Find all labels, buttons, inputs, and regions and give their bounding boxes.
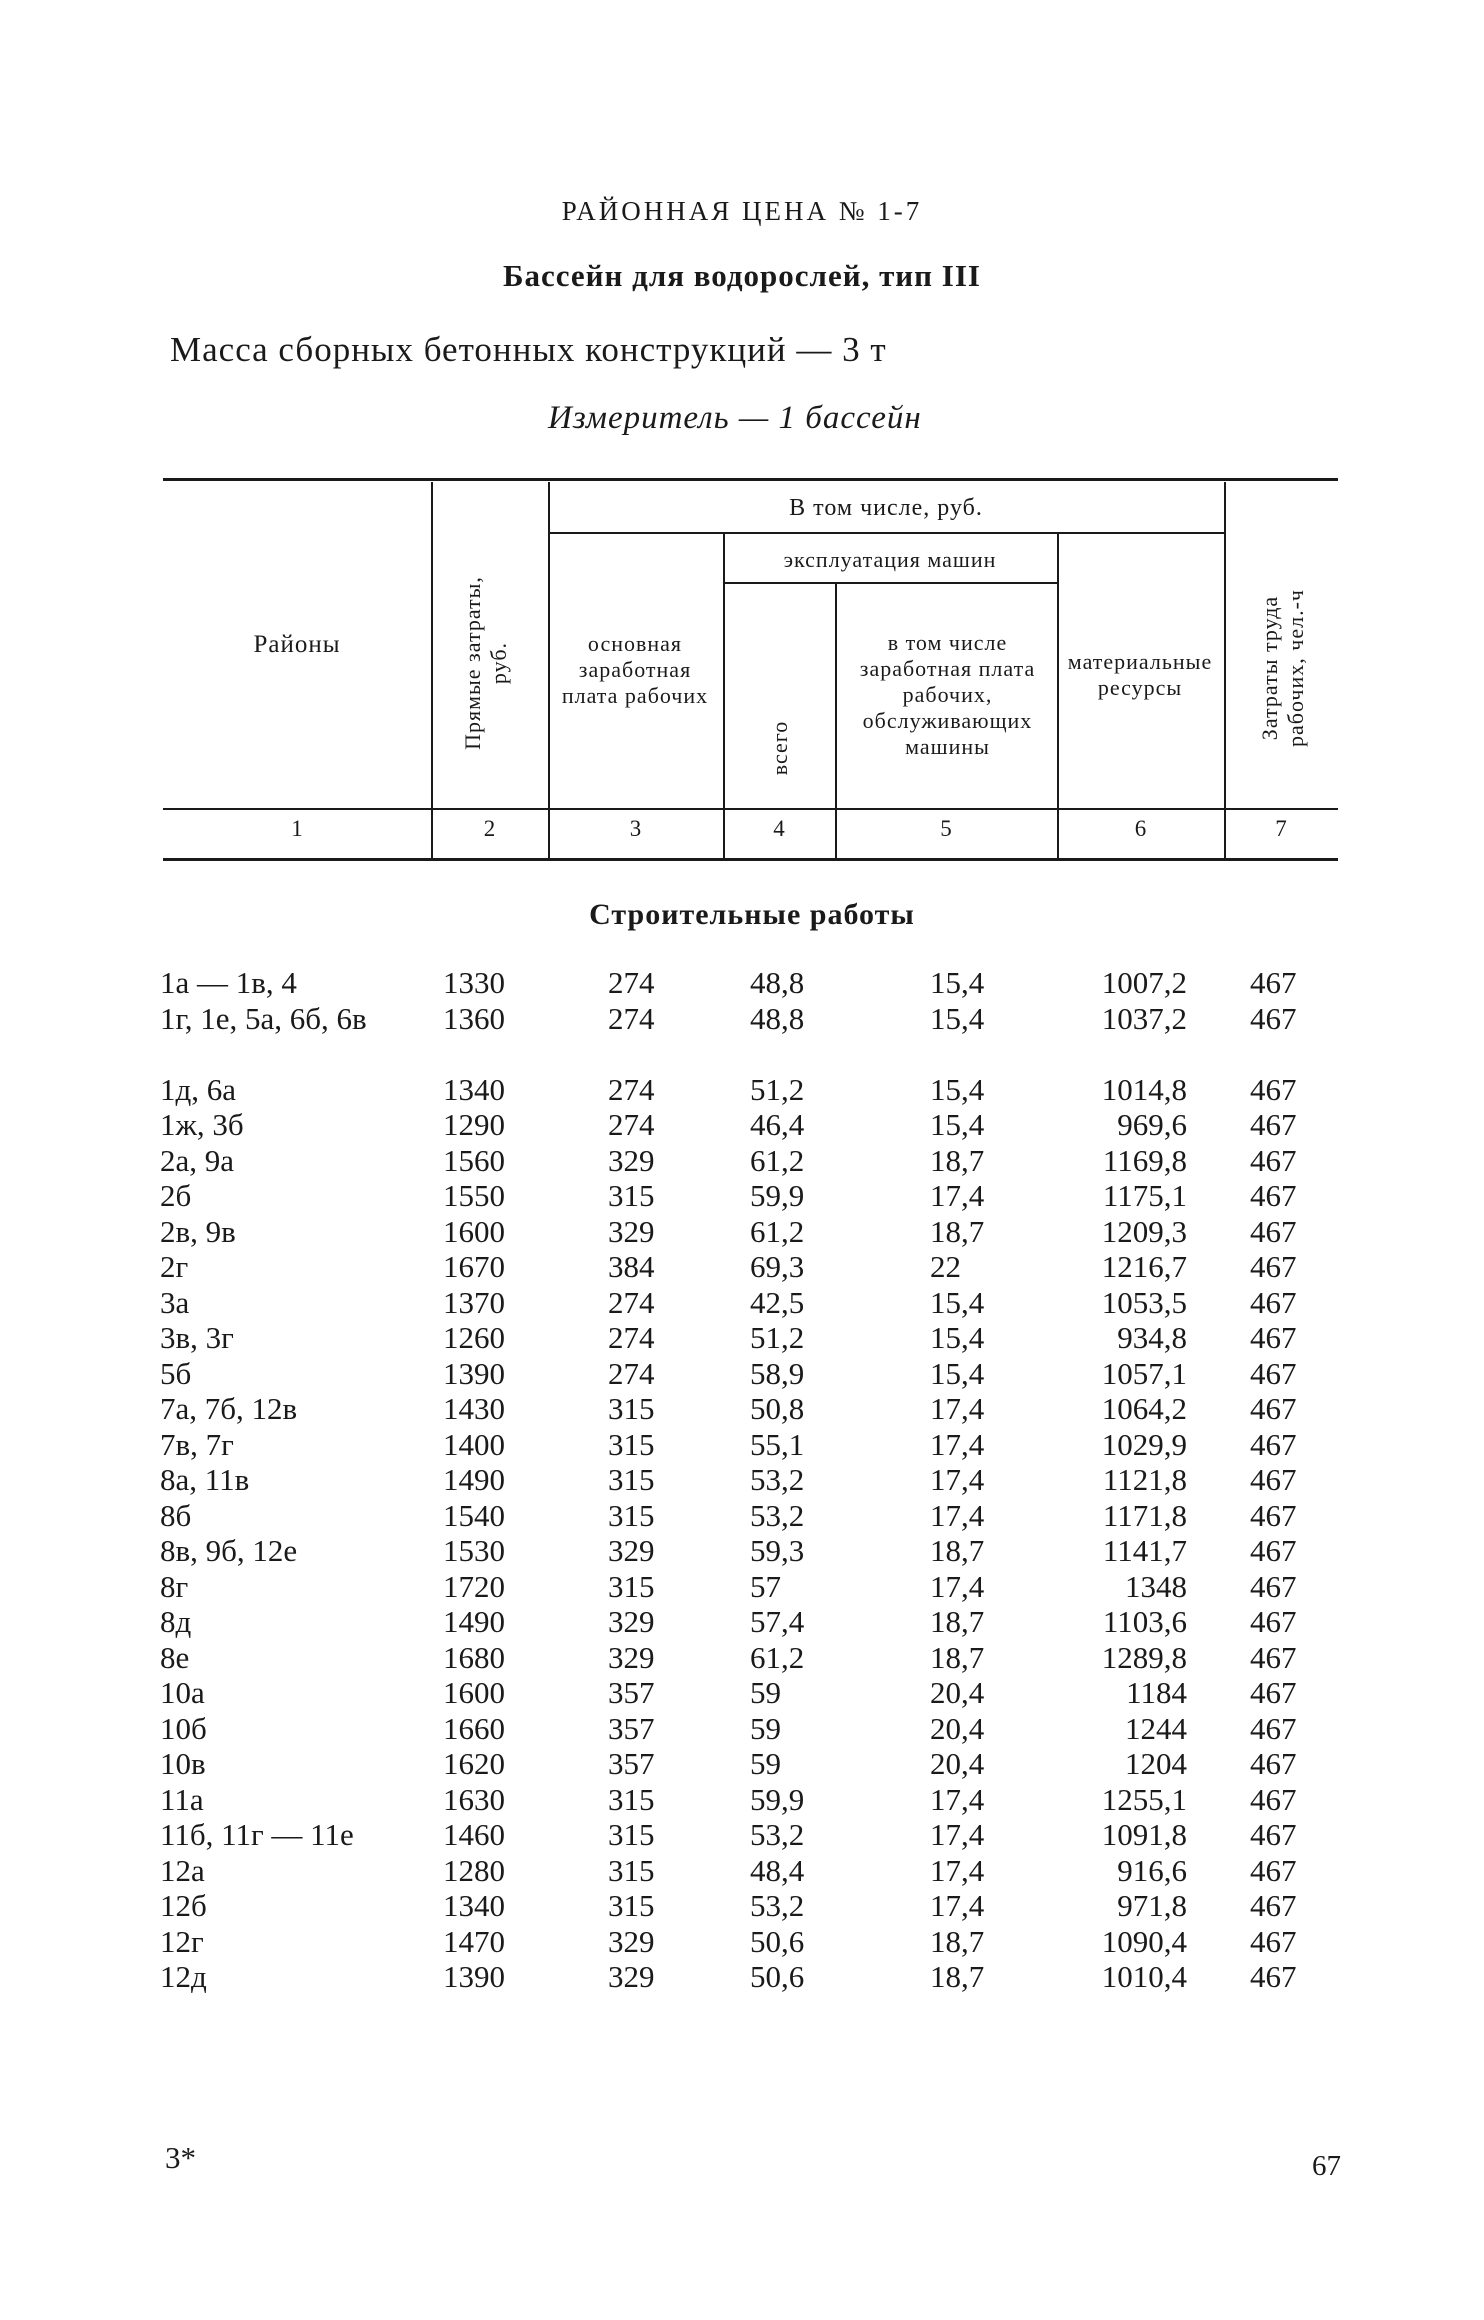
table-row	[0, 1214, 1484, 1250]
machines-total-cell: 57	[750, 1568, 781, 1604]
table-row	[0, 1072, 1484, 1108]
materials-cell: 1204	[1125, 1746, 1187, 1781]
direct-cost-cell: 1660	[443, 1710, 505, 1746]
machines-wages-cell: 18,7	[930, 1639, 985, 1675]
direct-cost-cell: 1370	[443, 1284, 505, 1320]
table-top-rule	[163, 478, 1338, 481]
direct-cost-cell: 1330	[443, 965, 505, 1000]
labor-cell: 467	[1250, 965, 1297, 1000]
header-labor: Затраты труда рабочих, чел.-ч	[1257, 589, 1308, 747]
machines-wages-cell: 18,7	[930, 1533, 985, 1568]
labor-cell: 467	[1250, 1533, 1297, 1568]
direct-cost-cell: 1470	[443, 1923, 505, 1959]
wages-cell: 315	[608, 1781, 655, 1817]
materials-cell: 916,6	[1117, 1852, 1187, 1888]
region-cell: 2б	[160, 1178, 192, 1213]
machines-wages-cell: 15,4	[930, 1107, 985, 1142]
direct-cost-cell: 1390	[443, 1959, 505, 1994]
region-cell: 1д, 6а	[160, 1071, 237, 1107]
machines-wages-cell: 15,4	[930, 1320, 985, 1355]
machines-total-cell: 59	[750, 1746, 781, 1781]
materials-cell: 1091,8	[1101, 1817, 1187, 1852]
region-cell: 11б, 11г — 11е	[160, 1817, 354, 1852]
wages-cell: 315	[608, 1497, 655, 1533]
region-cell: 8б	[160, 1497, 192, 1533]
materials-cell: 1184	[1126, 1675, 1187, 1710]
materials-cell: 1289,8	[1101, 1639, 1187, 1675]
direct-cost-cell: 1720	[443, 1568, 505, 1604]
materials-cell: 1007,2	[1101, 965, 1187, 1000]
labor-cell: 467	[1250, 1710, 1297, 1746]
machines-wages-cell: 17,4	[930, 1462, 985, 1497]
materials-cell: 1169,8	[1102, 1142, 1187, 1178]
direct-cost-cell: 1560	[443, 1142, 505, 1178]
table-row	[0, 1178, 1484, 1214]
signature-mark: 3*	[165, 2140, 196, 2175]
page-subtitle: Бассейн для водорослей, тип III	[503, 258, 981, 293]
table-row	[0, 1640, 1484, 1676]
materials-cell: 1090,4	[1101, 1923, 1187, 1959]
machines-total-cell: 61,2	[750, 1142, 805, 1178]
machines-wages-cell: 15,4	[930, 1000, 985, 1036]
labor-cell: 467	[1250, 1071, 1297, 1107]
materials-cell: 1010,4	[1101, 1959, 1187, 1994]
machines-wages-cell: 18,7	[930, 1213, 985, 1249]
labor-cell: 467	[1250, 1639, 1297, 1675]
header-machines-wages: в том числе заработная плата рабочих, обслуживающих машины	[859, 630, 1036, 759]
table-row	[0, 1569, 1484, 1605]
direct-cost-cell: 1280	[443, 1852, 505, 1888]
column-number: 6	[1134, 816, 1147, 841]
machines-wages-cell: 20,4	[930, 1675, 985, 1710]
labor-cell: 467	[1250, 1107, 1297, 1142]
col-divider	[1224, 482, 1226, 860]
wages-cell: 274	[608, 1284, 655, 1320]
wages-cell: 315	[608, 1568, 655, 1604]
direct-cost-cell: 1340	[443, 1071, 505, 1107]
region-cell: 3в, 3г	[160, 1320, 234, 1355]
labor-cell: 467	[1250, 1000, 1297, 1036]
table-row	[0, 1533, 1484, 1569]
table-row	[0, 1817, 1484, 1853]
machines-total-cell: 53,2	[750, 1497, 805, 1533]
wages-cell: 315	[608, 1817, 655, 1852]
direct-cost-cell: 1600	[443, 1213, 505, 1249]
table-row	[0, 1320, 1484, 1356]
machines-total-cell: 48,8	[750, 965, 805, 1000]
table-row	[0, 1107, 1484, 1143]
wages-cell: 315	[608, 1462, 655, 1497]
wages-cell: 357	[608, 1675, 655, 1710]
materials-cell: 1064,2	[1101, 1391, 1187, 1426]
machines-total-cell: 69,3	[750, 1249, 805, 1284]
machines-wages-cell: 17,4	[930, 1888, 985, 1923]
machines-total-cell: 50,6	[750, 1959, 805, 1994]
direct-cost-cell: 1290	[443, 1107, 505, 1142]
column-number: 3	[629, 816, 642, 841]
materials-cell: 1255,1	[1101, 1781, 1187, 1817]
machines-total-cell: 50,8	[750, 1391, 805, 1426]
section-heading: Строительные работы	[589, 898, 915, 931]
measure-line: Измеритель — 1 бассейн	[548, 400, 922, 436]
machines-wages-cell: 17,4	[930, 1178, 985, 1213]
direct-cost-cell: 1400	[443, 1426, 505, 1462]
region-cell: 8е	[160, 1639, 190, 1675]
machines-wages-cell: 15,4	[930, 1071, 985, 1107]
machines-wages-cell: 17,4	[930, 1568, 985, 1604]
machines-total-cell: 59,9	[750, 1781, 805, 1817]
materials-cell: 1216,7	[1101, 1249, 1187, 1284]
machines-total-cell: 50,6	[750, 1923, 805, 1959]
labor-cell: 467	[1250, 1746, 1297, 1781]
wages-cell: 274	[608, 1355, 655, 1391]
labor-cell: 467	[1250, 1568, 1297, 1604]
region-cell: 7а, 7б, 12в	[160, 1391, 298, 1426]
machines-total-cell: 59	[750, 1675, 781, 1710]
materials-cell: 1141,7	[1102, 1533, 1187, 1568]
labor-cell: 467	[1250, 1213, 1297, 1249]
region-cell: 12г	[160, 1923, 204, 1959]
direct-cost-cell: 1630	[443, 1781, 505, 1817]
wages-cell: 329	[608, 1639, 655, 1675]
machines-wages-cell: 18,7	[930, 1959, 985, 1994]
machines-wages-cell: 15,4	[930, 1355, 985, 1391]
wages-cell: 357	[608, 1710, 655, 1746]
region-cell: 2а, 9а	[160, 1142, 235, 1178]
table-body	[0, 965, 1484, 1995]
machines-total-cell: 59,3	[750, 1533, 805, 1568]
table-row	[0, 1711, 1484, 1747]
wages-cell: 274	[608, 965, 655, 1000]
labor-cell: 467	[1250, 1817, 1297, 1852]
table-row	[0, 1888, 1484, 1924]
materials-cell: 934,8	[1117, 1320, 1187, 1355]
header-regions: Районы	[253, 631, 341, 658]
materials-cell: 1121,8	[1102, 1462, 1187, 1497]
direct-cost-cell: 1540	[443, 1497, 505, 1533]
region-cell: 10в	[160, 1746, 206, 1781]
labor-cell: 467	[1250, 1959, 1297, 1994]
machines-wages-cell: 17,4	[930, 1426, 985, 1462]
machines-wages-cell: 17,4	[930, 1391, 985, 1426]
wages-cell: 329	[608, 1604, 655, 1639]
region-cell: 3а	[160, 1284, 190, 1320]
machines-wages-cell: 18,7	[930, 1604, 985, 1639]
wages-cell: 329	[608, 1533, 655, 1568]
table-row	[0, 1782, 1484, 1818]
table-row	[0, 1959, 1484, 1995]
materials-cell: 1209,3	[1101, 1213, 1187, 1249]
column-number: 4	[773, 816, 785, 841]
machines-wages-cell: 17,4	[930, 1852, 985, 1888]
labor-cell: 467	[1250, 1462, 1297, 1497]
machines-wages-cell: 22	[930, 1249, 961, 1284]
materials-cell: 1171,8	[1102, 1497, 1187, 1533]
labor-cell: 467	[1250, 1355, 1297, 1391]
mass-line: Масса сборных бетонных конструкций — 3 т	[170, 330, 887, 369]
machines-total-cell: 42,5	[750, 1284, 805, 1320]
wages-cell: 315	[608, 1178, 655, 1213]
materials-cell: 1103,6	[1102, 1604, 1187, 1639]
wages-cell: 315	[608, 1888, 655, 1923]
machines-total-cell: 57,4	[750, 1604, 805, 1639]
including-rule	[548, 532, 1224, 534]
direct-cost-cell: 1530	[443, 1533, 505, 1568]
machines-total-cell: 51,2	[750, 1071, 805, 1107]
region-cell: 8в, 9б, 12е	[160, 1533, 298, 1568]
labor-cell: 467	[1250, 1923, 1297, 1959]
wages-cell: 329	[608, 1142, 655, 1178]
labor-cell: 467	[1250, 1604, 1297, 1639]
region-cell: 1г, 1е, 5а, 6б, 6в	[160, 1000, 367, 1036]
table-row	[0, 1853, 1484, 1889]
direct-cost-cell: 1340	[443, 1888, 505, 1923]
page-title: РАЙОННАЯ ЦЕНА № 1-7	[561, 196, 923, 226]
table-row	[0, 1498, 1484, 1534]
table-row	[0, 1746, 1484, 1782]
column-number: 1	[291, 816, 303, 841]
labor-cell: 467	[1250, 1391, 1297, 1426]
table-row	[0, 1427, 1484, 1463]
header-including: В том числе, руб.	[789, 495, 983, 521]
wages-cell: 329	[608, 1923, 655, 1959]
region-cell: 10а	[160, 1675, 205, 1710]
header-machines-total: всего	[767, 720, 792, 776]
header-machines: эксплуатация машин	[783, 547, 997, 572]
labor-cell: 467	[1250, 1142, 1297, 1178]
machines-total-cell: 61,2	[750, 1639, 805, 1675]
header-wages: основная заработная плата рабочих	[561, 631, 709, 708]
page-number: 67	[1312, 2150, 1341, 2182]
region-cell: 8а, 11в	[160, 1462, 250, 1497]
machines-total-cell: 61,2	[750, 1213, 805, 1249]
machines-total-cell: 48,4	[750, 1852, 805, 1888]
column-number: 5	[940, 816, 952, 841]
region-cell: 2г	[160, 1249, 189, 1284]
machines-total-cell: 53,2	[750, 1462, 805, 1497]
materials-cell: 1037,2	[1101, 1000, 1187, 1036]
col-divider	[548, 482, 550, 860]
labor-cell: 467	[1250, 1320, 1297, 1355]
machines-total-cell: 59,9	[750, 1178, 805, 1213]
direct-cost-cell: 1390	[443, 1355, 505, 1391]
machines-wages-cell: 18,7	[930, 1142, 985, 1178]
machines-wages-cell: 20,4	[930, 1710, 985, 1746]
table-row	[0, 1001, 1484, 1072]
direct-cost-cell: 1360	[443, 1000, 505, 1036]
materials-cell: 969,6	[1117, 1107, 1187, 1142]
machines-wages-cell: 18,7	[930, 1923, 985, 1959]
materials-cell: 1348	[1125, 1568, 1187, 1604]
direct-cost-cell: 1460	[443, 1817, 505, 1852]
region-cell: 2в, 9в	[160, 1213, 236, 1249]
wages-cell: 315	[608, 1852, 655, 1888]
direct-cost-cell: 1600	[443, 1675, 505, 1710]
labor-cell: 467	[1250, 1888, 1297, 1923]
materials-cell: 1175,1	[1102, 1178, 1187, 1213]
materials-cell: 971,8	[1117, 1888, 1187, 1923]
table-row	[0, 1462, 1484, 1498]
machines-wages-cell: 17,4	[930, 1781, 985, 1817]
column-number: 7	[1275, 816, 1287, 841]
wages-cell: 274	[608, 1000, 655, 1036]
region-cell: 1а — 1в, 4	[160, 965, 297, 1000]
table-row	[0, 1924, 1484, 1960]
region-cell: 12д	[160, 1959, 207, 1994]
labor-cell: 467	[1250, 1852, 1297, 1888]
machines-total-cell: 55,1	[750, 1426, 805, 1462]
table-row	[0, 1356, 1484, 1392]
table-row	[0, 1675, 1484, 1711]
col-divider	[1057, 534, 1059, 860]
region-cell: 11а	[160, 1781, 204, 1817]
wages-cell: 274	[608, 1107, 655, 1142]
labor-cell: 467	[1250, 1178, 1297, 1213]
direct-cost-cell: 1680	[443, 1639, 505, 1675]
region-cell: 1ж, 3б	[160, 1107, 244, 1142]
materials-cell: 1053,5	[1101, 1284, 1187, 1320]
machines-total-cell: 53,2	[750, 1817, 805, 1852]
wages-cell: 384	[608, 1249, 655, 1284]
wages-cell: 329	[608, 1959, 655, 1994]
direct-cost-cell: 1260	[443, 1320, 505, 1355]
region-cell: 8г	[160, 1568, 189, 1604]
machines-rule	[723, 582, 1057, 584]
labor-cell: 467	[1250, 1284, 1297, 1320]
table-row	[0, 1604, 1484, 1640]
region-cell: 8д	[160, 1604, 192, 1639]
direct-cost-cell: 1490	[443, 1462, 505, 1497]
machines-wages-cell: 17,4	[930, 1817, 985, 1852]
wages-cell: 315	[608, 1426, 655, 1462]
materials-cell: 1029,9	[1101, 1426, 1187, 1462]
header-bottom-rule	[163, 808, 1338, 810]
region-cell: 7в, 7г	[160, 1426, 234, 1462]
table-row	[0, 1143, 1484, 1179]
labor-cell: 467	[1250, 1497, 1297, 1533]
region-cell: 5б	[160, 1355, 192, 1391]
machines-total-cell: 58,9	[750, 1355, 805, 1391]
col-divider	[723, 534, 725, 860]
table-row	[0, 1285, 1484, 1321]
machines-wages-cell: 15,4	[930, 1284, 985, 1320]
colnum-bottom-rule	[163, 858, 1338, 861]
table-row	[0, 1249, 1484, 1285]
machines-total-cell: 53,2	[750, 1888, 805, 1923]
direct-cost-cell: 1430	[443, 1391, 505, 1426]
machines-wages-cell: 20,4	[930, 1746, 985, 1781]
region-cell: 10б	[160, 1710, 207, 1746]
direct-cost-cell: 1670	[443, 1249, 505, 1284]
wages-cell: 329	[608, 1213, 655, 1249]
direct-cost-cell: 1620	[443, 1746, 505, 1781]
labor-cell: 467	[1250, 1249, 1297, 1284]
col-divider	[431, 482, 433, 860]
wages-cell: 357	[608, 1746, 655, 1781]
labor-cell: 467	[1250, 1781, 1297, 1817]
machines-total-cell: 51,2	[750, 1320, 805, 1355]
region-cell: 12а	[160, 1852, 205, 1888]
machines-total-cell: 48,8	[750, 1000, 805, 1036]
materials-cell: 1244	[1125, 1710, 1187, 1746]
direct-cost-cell: 1490	[443, 1604, 505, 1639]
machines-wages-cell: 15,4	[930, 965, 985, 1000]
machines-wages-cell: 17,4	[930, 1497, 985, 1533]
wages-cell: 274	[608, 1071, 655, 1107]
header-materials: материальные ресурсы	[1067, 649, 1213, 700]
labor-cell: 467	[1250, 1675, 1297, 1710]
labor-cell: 467	[1250, 1426, 1297, 1462]
materials-cell: 1057,1	[1101, 1355, 1187, 1391]
wages-cell: 274	[608, 1320, 655, 1355]
wages-cell: 315	[608, 1391, 655, 1426]
materials-cell: 1014,8	[1101, 1071, 1187, 1107]
table-row	[0, 1391, 1484, 1427]
machines-total-cell: 46,4	[750, 1107, 805, 1142]
region-cell: 12б	[160, 1888, 207, 1923]
column-number: 2	[483, 816, 496, 841]
table-row	[0, 965, 1484, 1001]
header-direct: Прямые затраты, руб.	[460, 576, 511, 750]
machines-total-cell: 59	[750, 1710, 781, 1746]
direct-cost-cell: 1550	[443, 1178, 505, 1213]
